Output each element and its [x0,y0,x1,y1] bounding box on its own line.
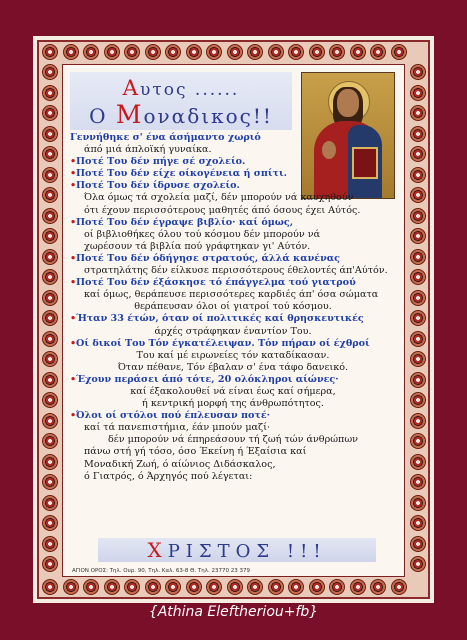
rosette-ornament [410,372,426,388]
bullet-dot: • [70,337,77,349]
christos-banner [98,538,376,562]
rosette-ornament [104,579,120,595]
rosette-ornament [410,331,426,347]
poem-line-text: Ήταν 33 έτών, όταν οί πολιτικές καί θρησκευτικές [76,313,364,325]
poem-line-text: πάνω στή γή τόσο, όσο Έκείνη ή Έξαίσια καί [84,446,307,458]
rosette-ornament [186,44,202,60]
poem-line [70,326,396,338]
rosette-ornament [42,167,58,183]
title-line-1 [70,76,292,101]
poem-line-text: ή κεντρική μορφή της άνθρωπότητος. [142,398,324,410]
rosette-ornament [329,579,345,595]
rosette-ornament [42,579,58,595]
rosette-ornament [63,44,79,60]
poem-line [70,132,396,144]
rosette-ornament [410,351,426,367]
rosette-ornament [247,579,263,595]
bullet-dot: • [70,156,77,168]
poem-line-text: Γεννήθηκε σ' ένα άσήμαντο χωριό [70,132,261,143]
rosette-ornament [42,187,58,203]
poem-line [70,289,396,301]
poem-line-text: Όταν πέθανε, Τόν έβαλαν σ' ένα τάφο δανεικό. [117,361,349,373]
title-line-2-text: οναδικος!! [143,104,273,128]
rosette-ornament [410,495,426,511]
poem-line [70,156,396,168]
rosette-ornament [124,44,140,60]
rosette-ornament [42,556,58,572]
rosette-ornament [124,579,140,595]
poem-line-text: καί τά πανεπιστήμια, έάν μπούν μαζί· [84,422,271,434]
rosette-ornament [288,44,304,60]
rosette-ornament [410,208,426,224]
rosette-ornament [42,146,58,162]
poem-line-text: Ποτέ Του δέν έγραψε βιβλίο· καί όμως, [76,216,294,228]
poem-line-text: Όλα όμως τά σχολεία μαζί, δέν μπορούν νά καυχηθούν [84,192,354,204]
poem-line-text: καί έξακολουθεί νά είναι έως καί σήμερα, [130,385,336,397]
rosette-ornament [42,64,58,80]
title-initial: Α [122,76,141,101]
title-banner [70,72,292,130]
rosette-ornament [206,579,222,595]
rosette-ornament [145,579,161,595]
poem-line [70,459,396,471]
rosette-ornament [42,85,58,101]
rosette-ornament [410,474,426,490]
rosette-ornament [410,249,426,265]
rosette-ornament [410,187,426,203]
poem-line [70,434,396,446]
rosette-ornament [42,413,58,429]
rosette-ornament [370,44,386,60]
rosette-ornament [42,44,58,60]
poem-line [70,301,396,313]
poem-line-text: Μοναδική Ζωή, ό αίώνιος Διδάσκαλος, [84,458,276,470]
rosette-ornament [42,372,58,388]
rosette-ornament [42,126,58,142]
poem-text [70,132,396,483]
rosette-ornament [309,579,325,595]
poem-line [70,362,396,374]
bullet-dot: • [70,277,77,289]
poem-line-text: Ποτέ Του δέν έξάσκησε τό έπάγγελμα τού γιατρού [76,277,356,289]
rosette-ornament [350,44,366,60]
poem-line-text: ό Γιατρός, ό Άρχηγός πού λέγεται: [84,470,253,482]
rosette-ornament [42,515,58,531]
poem-line-text: Ποτέ Του δέν πήγε σέ σχολείο. [76,156,246,168]
poem-line [70,338,396,350]
rosette-ornament [42,454,58,470]
title-article: Ο [89,104,116,128]
poem-line-text: οί βιβλιοθήκες όλου τού κόσμου δέν μπορούν νά [84,228,321,240]
rosette-ornament [391,579,407,595]
title-initial-2: Μ [115,100,144,129]
rosette-ornament [42,331,58,347]
poem-line-text: στρατηλάτης δέν είλκυσε περισσότερους έθελοντές άπ'Αύτόν. [84,265,388,277]
bullet-dot: • [70,373,77,385]
credit-caption: {Athina Eleftheriou+fb} [148,604,319,620]
poem-line [70,410,396,422]
bullet-dot: • [70,313,77,325]
poem-line-text: χωρέσουν τά βιβλία πού γράφτηκαν γι' Αύτόν. [84,240,311,252]
poem-line [70,144,396,156]
poem-line-text: άρχές στράφηκαν έναντίον Του. [154,325,312,337]
rosette-ornament [42,249,58,265]
rosette-ornament [350,579,366,595]
rosette-ornament [410,454,426,470]
poem-line [70,229,396,241]
rosette-ornament [42,392,58,408]
rosette-ornament [410,228,426,244]
publisher-footer: ΑΓΙΟΝ ΟΡΟΣ: Τηλ. Ουρ. 90, Τηλ. Καλ. 63-8 Θ. Τηλ. 23770 23 379 [72,568,251,574]
rosette-ornament [42,105,58,121]
bullet-dot: • [70,252,77,264]
rosette-ornament [247,44,263,60]
poem-line-text: Όλοι οί στόλοι πού έπλευσαν ποτέ· [76,410,271,422]
poem-line [70,277,396,289]
poem-line [70,265,396,277]
poem-line [70,241,396,253]
poem-line [70,374,396,386]
rosette-ornament [309,44,325,60]
poem-line-text: ότι έχουν περισσότερους μαθητές άπό όσους έχει Αύτός. [84,204,361,216]
rosette-ornament [165,44,181,60]
rosette-ornament [410,536,426,552]
poem-line-text: καί όμως, θεράπευσε περισσότερες καρδιές άπ' όσα σώματα [84,289,379,301]
bullet-dot: • [70,410,77,422]
bullet-dot: • [70,168,77,180]
rosette-ornament [186,579,202,595]
rosette-ornament [145,44,161,60]
rosette-ornament [42,269,58,285]
rosette-ornament [83,579,99,595]
rosette-ornament [410,433,426,449]
rosette-ornament [42,228,58,244]
rosette-ornament [410,105,426,121]
poem-line [70,386,396,398]
poem-line [70,422,396,434]
poem-line [70,253,396,265]
title-line-1-text: υτος ...... [140,80,240,100]
rosette-ornament [288,579,304,595]
rosette-ornament [410,85,426,101]
poem-line-text: Ποτέ Του δέν ίδρυσε σχολείο. [76,180,240,192]
rosette-ornament [42,495,58,511]
poem-line [70,205,396,217]
rosette-ornament [42,474,58,490]
poem-line-text: άπό μιά άπλοϊκή γυναίκα. [84,144,212,156]
title-line-2 [70,100,292,129]
rosette-ornament [42,433,58,449]
poem-line [70,313,396,325]
poem-line-text: Έχουν περάσει άπό τότε, 20 ολόκληροι αίώνες· [76,373,339,385]
rosette-ornament [391,44,407,60]
rosette-ornament [227,579,243,595]
rosette-ornament [83,44,99,60]
poem-line [70,192,396,204]
poem-line-text: Ποτέ Του δέν όδήγησε στρατούς, άλλά κανένας [76,252,341,264]
rosette-ornament [268,579,284,595]
poem-line [70,180,396,192]
rosette-ornament [410,413,426,429]
rosette-ornament [227,44,243,60]
rosette-ornament [410,392,426,408]
poem-line-text: Του καί μέ ειρωνείες τόν καταδίκασαν. [136,349,330,361]
poem-line [70,217,396,229]
rosette-ornament [63,579,79,595]
rosette-ornament [206,44,222,60]
rosette-ornament [42,310,58,326]
rosette-ornament [42,290,58,306]
rosette-ornament [42,536,58,552]
rosette-ornament [104,44,120,60]
rosette-ornament [410,167,426,183]
christos-text: ΡΙΣΤΟΣ !!! [167,541,327,562]
poem-line [70,398,396,410]
rosette-ornament [268,44,284,60]
poem-line-text: δέν μπορούν νά έπηρεάσουν τή ζωή τών άνθρώπων [107,434,359,446]
rosette-ornament [42,208,58,224]
rosette-ornament [410,269,426,285]
poem-line-text: Ποτέ Του δέν είχε οίκογένεια ή σπίτι. [76,168,287,180]
rosette-ornament [42,351,58,367]
bullet-dot: • [70,180,77,192]
face [337,89,359,117]
rosette-ornament [410,64,426,80]
poem-line-text: θεράπευσαν όλοι οί γιατροί τού κόσμου. [134,301,332,313]
rosette-ornament [370,579,386,595]
christos-initial: Χ [147,538,168,562]
rosette-ornament [410,126,426,142]
rosette-ornament [329,44,345,60]
rosette-ornament [165,579,181,595]
rosette-ornament [410,515,426,531]
rosette-ornament [410,290,426,306]
poem-line [70,350,396,362]
rosette-ornament [410,146,426,162]
poem-line [70,168,396,180]
poem-line [70,446,396,458]
rosette-ornament [410,556,426,572]
poem-line [70,471,396,483]
poem-line-text: Οί δικοί Του Τόν έγκατέλειψαν. Τόν πήραν οί έχθροί [76,337,370,349]
bullet-dot: • [70,216,77,228]
rosette-ornament [410,310,426,326]
